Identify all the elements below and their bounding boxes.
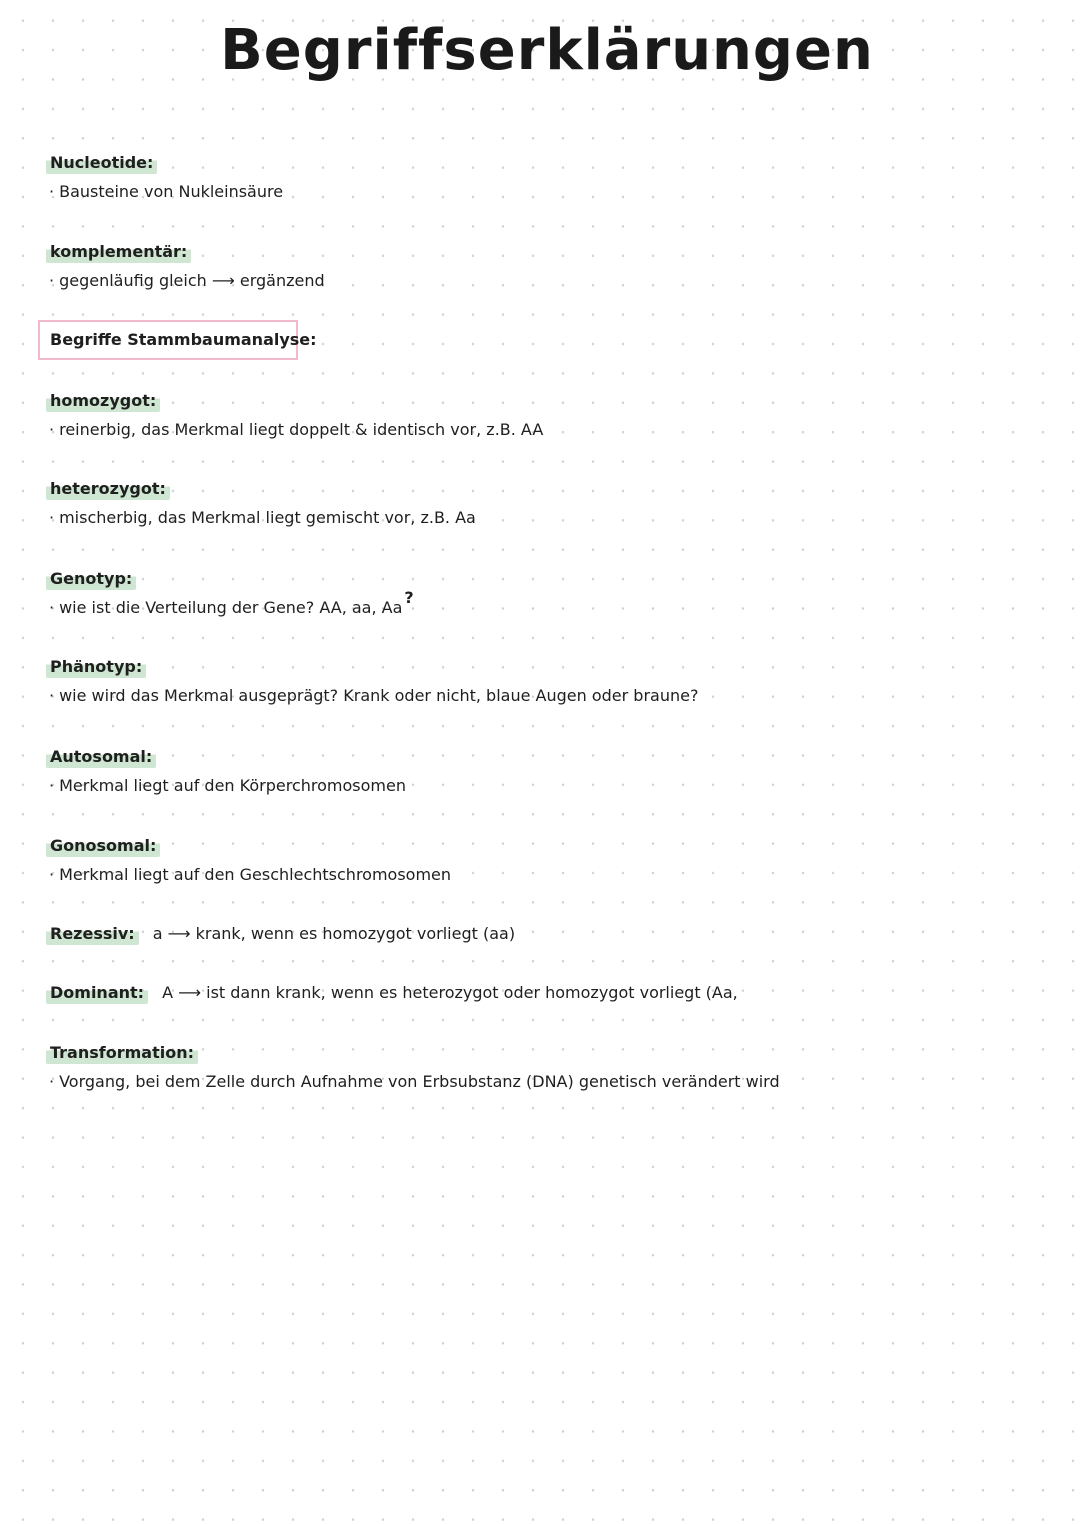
term-label: homozygot: [46, 390, 160, 412]
definition-text: · Vorgang, bei dem Zelle durch Aufnahme von Erbsubstanz (DNA) genetisch verändert wird [49, 1072, 780, 1091]
bullet-icon: · [49, 182, 55, 201]
definition-text: · mischerbig, das Merkmal liegt gemischt vor, z.B. Aa [49, 508, 476, 527]
entry-heterozygot [46, 478, 476, 527]
page-title: Begriffserklärungen [220, 18, 874, 83]
term-label: Phänotyp: [46, 656, 146, 678]
entry-phaenotyp [46, 656, 698, 705]
section-box-stammbaumanalyse: Begriffe Stammbaumanalyse: [38, 320, 298, 360]
definition-text: · Merkmal liegt auf den Körperchromosomen [49, 776, 406, 795]
definition-text: · Bausteine von Nukleinsäure [49, 182, 284, 201]
bullet-icon: · [49, 686, 55, 705]
bullet-icon: · [49, 271, 55, 290]
definition-text: · gegenläufig gleich ⟶ ergänzend [49, 271, 325, 290]
bullet-icon: · [49, 865, 55, 884]
term-label: komplementär: [46, 241, 191, 263]
bullet-icon: · [49, 776, 55, 795]
entry-dominant [46, 982, 738, 1004]
entry-rezessiv [46, 923, 515, 945]
term-label: Genotyp: [46, 568, 136, 590]
definition-text: · wie ist die Verteilung der Gene? AA, aa, Aa? [49, 588, 414, 617]
entry-autosomal [46, 746, 406, 795]
term-label: Dominant: [46, 982, 148, 1004]
definition-text: · Merkmal liegt auf den Geschlechtschromosomen [49, 865, 452, 884]
entry-gonosomal [46, 835, 451, 884]
term-label: heterozygot: [46, 478, 170, 500]
entry-genotyp [46, 568, 414, 617]
definition-text: · wie wird das Merkmal ausgeprägt? Krank oder nicht, blaue Augen oder braune? [49, 686, 699, 705]
term-label: Transformation: [46, 1042, 198, 1064]
term-label: Rezessiv: [46, 923, 139, 945]
definition-text: A ⟶ ist dann krank, wenn es heterozygot oder homozygot vorliegt (Aa, [162, 983, 738, 1002]
definition-text: · reinerbig, das Merkmal liegt doppelt & identisch vor, z.B. AA [49, 420, 544, 439]
question-mark: ? [404, 588, 414, 607]
entry-nucleotide [46, 152, 283, 201]
entry-komplementaer [46, 241, 325, 290]
bullet-icon: · [49, 508, 55, 527]
term-label: Autosomal: [46, 746, 156, 768]
entry-transformation [46, 1042, 780, 1091]
term-label: Gonosomal: [46, 835, 160, 857]
bullet-icon: · [49, 598, 55, 617]
bullet-icon: · [49, 420, 55, 439]
definition-text: a ⟶ krank, wenn es homozygot vorliegt (aa) [152, 924, 516, 943]
entry-homozygot [46, 390, 543, 439]
term-label: Nucleotide: [46, 152, 157, 174]
bullet-icon: · [49, 1072, 55, 1091]
